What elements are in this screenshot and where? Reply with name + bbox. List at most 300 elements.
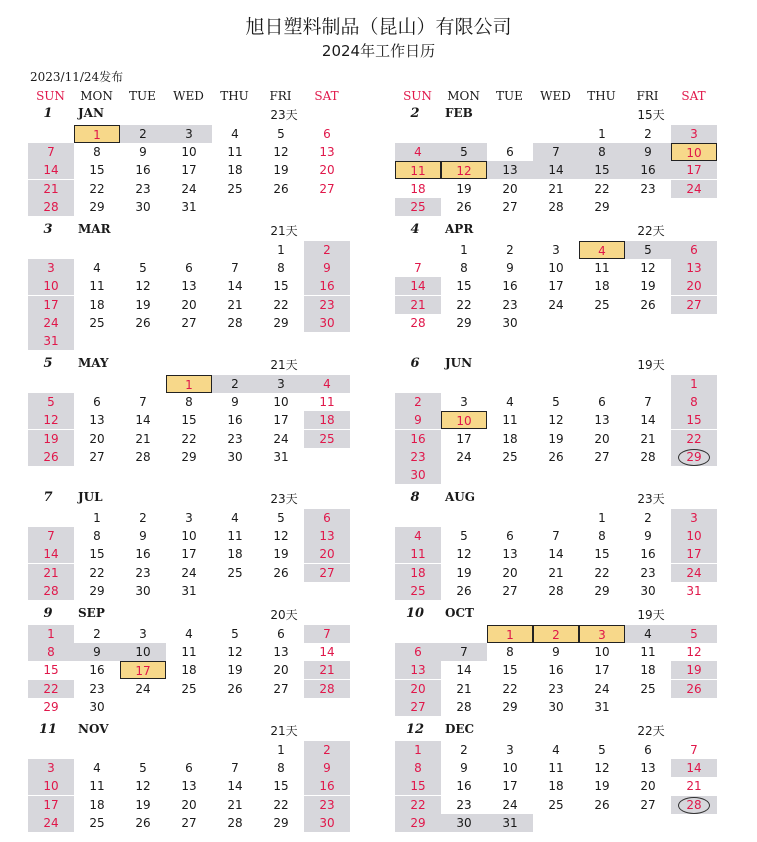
day-cell: 13 [640,761,656,776]
day-cell: 22 [456,297,472,312]
day-cell: 12 [135,779,151,794]
day-cell: 21 [640,431,656,446]
day-cell: 4 [231,511,239,525]
day-cell: 4 [231,127,239,141]
month-block-nov [28,722,396,842]
month-name: FEB [445,106,473,120]
day-cell: 4 [93,761,101,776]
day-cell: 11 [181,645,197,660]
day-cell: 6 [185,761,193,776]
day-cell: 28 [548,583,564,598]
day-cell: 7 [231,261,239,276]
day-cell: 8 [185,395,193,410]
day-cell: 5 [671,625,717,643]
day-cell: 12 [686,645,702,660]
day-cell: 25 [640,681,656,696]
day-cell: 19 [227,663,243,678]
day-cell: 8 [277,761,285,776]
month-block-aug [395,490,757,610]
weekday-header-tue: TUE [496,89,523,103]
month-workdays: 21天 [270,224,298,238]
day-cell: 6 [277,627,285,641]
day-cell: 15 [273,279,289,294]
day-cell: 4 [93,261,101,276]
day-cell: 28 [410,315,426,330]
day-cell: 9 [625,143,671,161]
day-cell: 27 [640,797,656,812]
month-name: JUL [78,490,103,504]
day-cell: 13 [395,661,441,679]
day-cell: 29 [89,583,105,598]
day-cell: 3 [28,759,74,777]
day-cell: 26 [548,449,564,464]
day-cell: 18 [181,663,197,678]
day-cell: 17 [671,545,717,563]
weekday-header-mon: MON [447,89,480,103]
day-cell: 28 [28,198,74,216]
day-cell: 14 [28,545,74,563]
day-cell: 6 [185,261,193,276]
day-cell: 12 [28,411,74,429]
day-cell: 21 [548,565,564,580]
day-cell: 8 [93,145,101,160]
day-cell: 2 [304,741,350,759]
day-cell: 25 [395,582,441,600]
day-cell: 20 [181,797,197,812]
month-number: 10 [405,606,425,621]
day-cell: 6 [304,509,350,527]
day-cell: 22 [502,681,518,696]
day-cell: 16 [227,413,243,428]
day-cell: 22 [89,565,105,580]
month-block-oct [395,606,757,726]
day-cell: 14 [548,547,564,562]
day-cell: 11 [89,779,105,794]
day-cell: 23 [640,181,656,196]
day-cell: 15 [456,279,472,294]
day-cell: 30 [640,583,656,598]
day-cell: 2 [460,743,468,757]
day-cell: 8 [671,393,717,411]
calendar-subtitle: 2024年工作日历 [321,42,436,60]
day-cell: 6 [671,241,717,259]
day-cell: 10 [502,761,518,776]
day-cell: 8 [93,529,101,544]
day-cell: 7 [644,395,652,410]
month-workdays: 21天 [270,358,298,372]
day-cell: 26 [273,181,289,196]
day-cell: 31 [273,449,289,464]
day-cell: 5 [598,743,606,757]
day-cell: 17 [671,161,717,179]
day-cell: 14 [395,277,441,295]
day-cell: 19 [135,297,151,312]
day-cell: 10 [181,529,197,544]
day-cell: 17 [181,163,197,178]
day-cell: 12 [273,529,289,544]
day-cell: 1 [671,375,717,393]
month-block-may [28,356,396,476]
day-cell: 11 [640,645,656,660]
day-cell: 2 [212,375,258,393]
day-cell: 12 [640,261,656,276]
day-cell: 2 [304,241,350,259]
day-cell: 2 [533,625,579,643]
day-cell: 31 [181,199,197,214]
day-cell: 26 [456,583,472,598]
day-cell: 15 [181,413,197,428]
day-cell: 9 [460,761,468,776]
day-cell: 3 [552,243,560,257]
day-cell: 14 [456,663,472,678]
day-cell: 3 [671,125,717,143]
day-cell: 16 [135,163,151,178]
day-cell: 9 [644,529,652,544]
day-cell: 4 [185,627,193,641]
day-cell: 23 [135,181,151,196]
day-cell: 25 [548,797,564,812]
day-cell: 17 [548,279,564,294]
day-cell: 6 [323,127,331,141]
day-cell: 23 [456,797,472,812]
weekday-header-sun: SUN [36,89,65,103]
day-cell: 23 [227,431,243,446]
month-workdays: 20天 [270,608,298,622]
day-cell: 18 [410,181,426,196]
day-cell: 4 [579,241,625,259]
day-cell: 17 [502,779,518,794]
day-cell: 23 [304,296,350,314]
day-cell: 15 [395,777,441,795]
day-cell: 9 [231,395,239,410]
day-cell: 20 [640,779,656,794]
month-number: 2 [410,106,420,121]
day-cell: 3 [185,511,193,525]
day-cell: 19 [135,797,151,812]
day-cell: 19 [273,547,289,562]
weekday-header-wed: WED [540,89,571,103]
day-cell: 12 [594,761,610,776]
day-cell: 26 [456,199,472,214]
day-cell: 10 [594,645,610,660]
day-cell: 1 [166,375,212,393]
day-cell: 8 [28,643,74,661]
day-cell: 25 [227,181,243,196]
month-workdays: 23天 [270,492,298,506]
day-cell: 3 [671,509,717,527]
month-number: 5 [43,356,53,371]
day-cell: 10 [120,643,166,661]
month-name: JAN [78,106,104,120]
day-cell: 24 [671,564,717,582]
month-workdays: 22天 [637,224,665,238]
month-name: SEP [78,606,105,620]
day-cell: 8 [506,645,514,660]
day-cell: 24 [135,681,151,696]
day-cell: 9 [506,261,514,276]
day-cell: 20 [319,163,335,178]
day-cell: 19 [671,661,717,679]
day-cell: 11 [89,279,105,294]
day-cell: 19 [640,279,656,294]
day-cell: 10 [548,261,564,276]
day-cell: 29 [594,583,610,598]
day-cell: 21 [456,681,472,696]
day-cell: 17 [120,661,166,679]
day-cell: 9 [304,259,350,277]
day-cell: 5 [625,241,671,259]
day-cell: 15 [89,547,105,562]
day-cell: 23 [135,565,151,580]
month-name: OCT [445,606,474,620]
day-cell: 10 [28,777,74,795]
day-cell: 25 [89,815,105,830]
day-cell: 13 [181,779,197,794]
day-cell: 16 [135,547,151,562]
day-cell: 15 [671,411,717,429]
month-number: 6 [410,356,420,371]
weekday-header-fri: FRI [269,89,292,103]
day-cell: 2 [139,511,147,525]
day-cell: 23 [502,297,518,312]
day-cell: 21 [304,661,350,679]
day-cell: 26 [227,681,243,696]
day-cell: 16 [456,779,472,794]
day-cell: 16 [548,663,564,678]
weekday-header-fri: FRI [636,89,659,103]
day-cell: 20 [594,431,610,446]
day-cell: 2 [120,125,166,143]
day-cell: 23 [548,681,564,696]
day-cell: 5 [139,761,147,776]
day-cell: 21 [548,181,564,196]
day-cell: 12 [441,161,487,179]
day-cell: 9 [395,411,441,429]
day-cell: 20 [89,431,105,446]
day-cell: 24 [502,797,518,812]
month-block-sep [28,606,396,726]
day-cell: 14 [227,279,243,294]
day-cell: 27 [502,583,518,598]
day-cell: 17 [456,431,472,446]
day-cell: 4 [304,375,350,393]
day-cell: 1 [74,125,120,143]
day-cell: 22 [594,565,610,580]
day-cell: 16 [89,663,105,678]
day-cell: 15 [89,163,105,178]
day-cell: 7 [304,625,350,643]
month-block-apr [395,222,757,342]
day-cell: 27 [594,449,610,464]
day-cell: 3 [258,375,304,393]
day-cell: 22 [89,181,105,196]
day-cell: 14 [319,645,335,660]
day-cell: 13 [671,259,717,277]
day-cell: 12 [227,645,243,660]
day-cell: 7 [552,529,560,544]
day-cell: 23 [640,565,656,580]
day-cell: 8 [395,759,441,777]
day-cell: 30 [502,315,518,330]
day-cell: 13 [273,645,289,660]
month-workdays: 23天 [270,108,298,122]
day-cell: 21 [28,180,74,198]
day-cell: 24 [28,814,74,832]
day-cell: 31 [181,583,197,598]
day-cell: 5 [139,261,147,276]
day-cell: 24 [671,180,717,198]
day-cell: 6 [506,529,514,544]
day-cell: 7 [690,743,698,757]
day-cell: 28 [227,815,243,830]
day-cell: 31 [487,814,533,832]
day-cell: 3 [506,743,514,757]
day-cell: 20 [671,277,717,295]
day-cell: 24 [28,314,74,332]
month-name: DEC [445,722,475,736]
day-cell: 19 [456,181,472,196]
day-cell: 16 [625,161,671,179]
month-name: NOV [78,722,109,736]
day-cell: 22 [395,796,441,814]
day-cell: 23 [395,448,441,466]
day-cell: 12 [273,145,289,160]
day-cell: 24 [273,431,289,446]
day-cell: 30 [135,199,151,214]
day-cell: 22 [273,797,289,812]
day-cell: 8 [460,261,468,276]
day-cell: 13 [304,527,350,545]
day-cell: 1 [487,625,533,643]
day-cell: 8 [277,261,285,276]
day-cell: 3 [460,395,468,410]
day-cell: 8 [598,529,606,544]
day-cell: 29 [89,199,105,214]
day-cell: 1 [28,625,74,643]
day-cell: 14 [28,161,74,179]
day-cell: 27 [181,315,197,330]
day-cell: 26 [671,680,717,698]
day-cell: 7 [231,761,239,776]
day-cell: 26 [640,297,656,312]
weekday-header-sat: SAT [681,89,706,103]
day-cell: 18 [227,547,243,562]
day-cell: 29 [273,315,289,330]
day-cell: 21 [28,564,74,582]
day-cell: 26 [135,815,151,830]
day-cell: 5 [441,143,487,161]
day-cell: 25 [227,565,243,580]
day-cell: 3 [166,125,212,143]
day-cell: 1 [277,743,285,757]
day-cell: 26 [135,315,151,330]
day-cell: 25 [395,198,441,216]
month-workdays: 15天 [637,108,665,122]
day-cell: 15 [273,779,289,794]
day-cell: 5 [277,511,285,525]
month-number: 1 [43,106,53,121]
day-cell: 6 [644,743,652,757]
day-cell: 1 [598,127,606,141]
day-cell: 13 [89,413,105,428]
day-cell: 3 [139,627,147,641]
day-cell: 15 [43,663,59,678]
day-cell: 24 [181,565,197,580]
day-cell: 17 [594,663,610,678]
day-cell: 25 [304,430,350,448]
day-cell: 20 [304,545,350,563]
day-cell: 19 [273,163,289,178]
day-cell: 27 [304,564,350,582]
company-title: 旭日塑料制品（昆山）有限公司 [245,16,512,38]
day-cell: 22 [273,297,289,312]
day-cell: 31 [28,332,74,350]
day-cell: 5 [28,393,74,411]
day-cell: 9 [74,643,120,661]
day-cell: 13 [181,279,197,294]
day-cell: 21 [135,431,151,446]
day-cell: 19 [548,431,564,446]
day-cell: 11 [548,761,564,776]
month-number: 9 [43,606,53,621]
day-cell: 15 [579,161,625,179]
day-cell: 13 [594,413,610,428]
day-cell: 4 [625,625,671,643]
day-cell: 17 [181,547,197,562]
day-cell: 9 [139,145,147,160]
day-cell: 14 [227,779,243,794]
day-cell: 12 [548,413,564,428]
day-cell: 31 [594,699,610,714]
weekday-header-wed: WED [173,89,204,103]
day-cell: 13 [319,145,335,160]
day-cell: 11 [227,145,243,160]
day-cell: 28 [456,699,472,714]
day-cell: 24 [548,297,564,312]
day-cell: 21 [686,779,702,794]
day-cell: 16 [304,277,350,295]
day-cell: 17 [28,796,74,814]
day-cell: 20 [502,181,518,196]
day-cell: 5 [552,395,560,410]
day-cell: 18 [304,411,350,429]
day-cell: 15 [594,547,610,562]
day-cell: 11 [594,261,610,276]
month-number: 7 [43,490,53,505]
day-cell: 21 [227,297,243,312]
day-cell: 11 [227,529,243,544]
day-cell: 25 [89,315,105,330]
day-cell: 27 [502,199,518,214]
day-cell: 6 [506,145,514,160]
day-cell: 27 [395,698,441,716]
day-cell: 19 [28,430,74,448]
month-number: 8 [410,490,420,505]
day-cell: 28 [304,680,350,698]
day-cell: 3 [28,259,74,277]
month-name: MAR [78,222,111,236]
day-cell: 16 [640,547,656,562]
month-block-mar [28,222,396,348]
day-cell: 22 [594,181,610,196]
day-cell: 22 [28,680,74,698]
day-cell: 7 [441,643,487,661]
day-cell: 25 [594,297,610,312]
day-cell: 27 [273,681,289,696]
day-cell: 29 [43,699,59,714]
month-number: 3 [43,222,53,237]
day-cell: 25 [502,449,518,464]
